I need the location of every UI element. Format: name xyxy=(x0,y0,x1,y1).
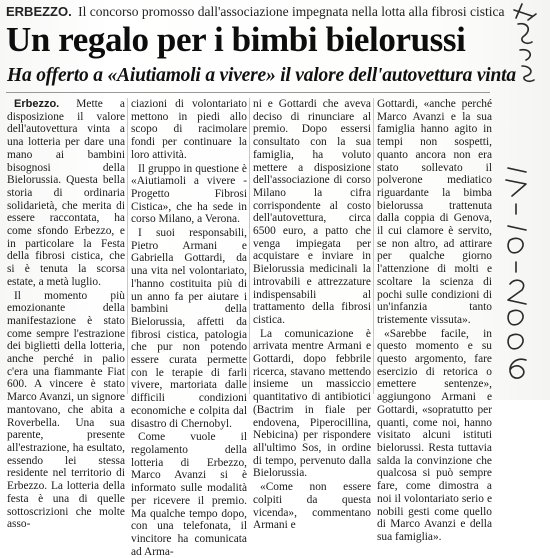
column-divider xyxy=(249,98,250,394)
paragraph: Il gruppo in questione è «Aiutiamoli a vivere - Progetto Fibrosi Cistica», che ha sede in corso Milano, a Verona. xyxy=(131,162,247,226)
kicker-place: ERBEZZO. xyxy=(6,4,72,19)
paragraph: Gottardi, «anche perché Marco Avanzi e la sua famiglia hanno agito in tempi non sospetti, quanto ancora non era stato sollevato il polverone mediatico riguardante la bimba bielorussa trattenuta dalla coppia di Genova, il cui clamore è servito, se non altro, ad attirare per qualche giorno l'attenzione di molti e scoltare la scienza di pochi sulle condizioni di un'infanzia tanto tristemente vissuta». xyxy=(377,98,492,326)
paragraph: I suoi responsabili, Pietro Armani e Gabriella Gottardi, da una vita nel volontariato, l'hanno costituita più di un anno fa per aiutare i bambini della Bielorussia, affetti da fibrosi cistica, patologia che pur non potendo essere curata permette con le terapie di farli vivere, martoriata dalle difficili condizioni economiche e colpita dal disastro di Chernobyl. xyxy=(131,227,247,430)
paragraph: ni e Gottardi che aveva deciso di rinunciare al premio. Dopo essersi consultato con la sua famiglia, ha voluto mettere a disposizione dell'associazione di corso Milano la cifra corrispondente al costo dell'autovettura, circa 6500 euro, a patto che venga impiegata per acquistare e inviare in Bielorussia medicinali la introvabili e attrezzature indispensabili al trattamento della fibrosi cistica. xyxy=(253,98,371,326)
article-column-2 xyxy=(131,98,247,558)
handwritten-annotation xyxy=(492,0,544,400)
header-rule xyxy=(6,92,490,93)
kicker-text: Il concorso promosso dall'associazione impegnata nella lotta alla fibrosi cistica xyxy=(78,4,505,19)
article-column-1 xyxy=(7,98,125,531)
handwriting-drawing xyxy=(492,0,544,400)
paragraph: ciazioni di volontariato mettono in piedi allo scopo di racimolare fondi per continuare la loro attività. xyxy=(131,98,247,161)
paragraph: Come vuole il regolamento della lotteria di Erbezzo, Marco Avanzi si è informato sulle modalità per ricevere il premio. Ma qualche tempo dopo, con una telefonata, il vincitore ha comunicata ad Arma- xyxy=(131,431,247,558)
paragraph: La comunicazione è arrivata mentre Armani e Gottardi, dopo febbrile ricerca, stavano mettendo insieme un massiccio quantitativo di antibiotici (Bactrim in fiale per endovena, Piperocillina, Nebicina) per rispondere all'ultimo Sos, in ordine di tempo, pervenuto dalla Bielorussia. xyxy=(253,327,371,480)
article-subhead: Ha offerto a «Aiutiamoli a vivere» il valore dell'autovettura vinta xyxy=(7,65,516,86)
column-divider xyxy=(373,98,374,394)
column-divider xyxy=(127,98,128,394)
article-column-4 xyxy=(377,98,492,543)
paragraph: «Come non essere colpiti da questa vicenda», commentano Armani e xyxy=(253,481,371,532)
paragraph: «Sarebbe facile, in questo momento e su questo argomento, fare esercizio di retorica o emettere sentenze», aggiungono Armani e Gottardi, «sopratutto per quanti, come noi, hanno visitato alcuni istituti bielorussi. Resta tuttavia salda la convinzione che qualcosa si può sempre fare, come dimostra a noi il volontariato serio e nobili gesti come quello di Marco Avanzi e della sua famiglia». xyxy=(377,327,492,543)
paragraph xyxy=(7,98,125,289)
paragraph: Il momento più emozionante della manifestazione è stato come sempre l'estrazione dei biglietti della lotteria, anche perché in palio c'era una fiammante Fiat 600. A vincere è stato Marco Avanzi, un signore mantovano, che abita a Roverbella. Una sua parente, presente all'estrazione, ha esultato, essendo lei stessa residente nel territorio di Erbezzo. La lotteria della festa è una di quelle sottoscrizioni che molte asso- xyxy=(7,289,125,531)
article-dateline: Erbezzo. xyxy=(14,98,60,110)
article-column-3 xyxy=(253,98,371,532)
article-headline: Un regalo per i bimbi bielorussi xyxy=(6,20,466,59)
article-kicker xyxy=(6,3,505,21)
paragraph-text: Mette a disposizione il valore dell'autovettura vinta a una lotteria per dare una mano ai bambini bisognosi della Bielorussia. Questa bella storia di ordinaria solidarietà, che merita di essere raccontata, ha come sfondo Erbezzo, e in particolare la Festa della fibrosi cistica, che si è tenuta la scorsa estate, a metà luglio. xyxy=(7,98,125,288)
